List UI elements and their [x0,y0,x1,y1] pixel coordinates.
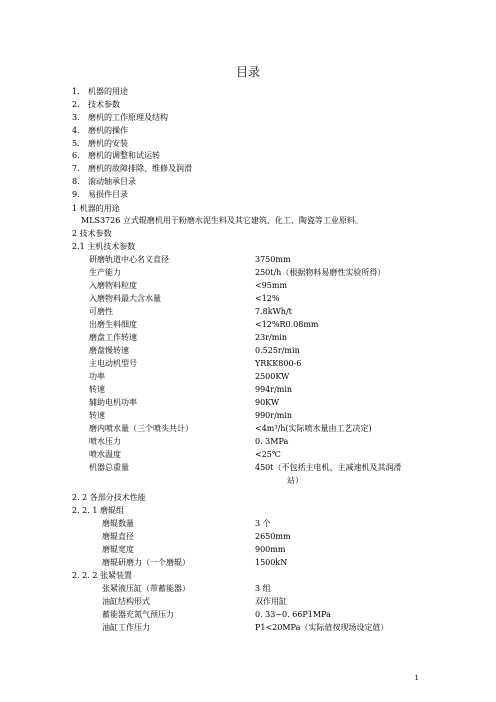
param-continuation: 站） [287,476,303,485]
param-row: 磨内喷水量（三个喷头共计） <4m³/h(实际喷水量由工艺决定) [89,424,372,433]
toc-item: 9. 易损件目录 [72,190,128,200]
param-row: 生产能力 250t/h（根据物料易磨性实验所得） [89,268,386,277]
section-1-heading: 1 机器的用途 [72,204,120,213]
param-row: 辅助电机功率 90KW [89,398,280,407]
param-row: 研磨轨道中心名义直径 3750mm [89,255,291,264]
param-row: 蓄能器充氮气预压力 0. 33~0. 66P1MPa [102,610,331,619]
toc-item: 5. 磨机的安装 [72,138,128,148]
subsection-2-1-heading: 2.1 主机技术参数 [72,242,136,251]
toc-item: 2. 技术参数 [72,99,120,109]
param-row: 入磨物料粒度 <95mm [89,281,288,290]
param-row: 油缸工作压力 P1<20MPa（实际值按现场设定值） [102,623,389,632]
toc-item: 7. 磨机的故障排除、维修及润滑 [72,164,192,174]
param-row: 功率 2500KW [89,372,290,381]
param-row: 转速 994r/min [89,385,293,394]
subsection-2-2-heading: 2. 2 各部分技术性能 [72,493,146,502]
toc-item: 6. 磨机的调整和试运转 [72,151,160,161]
section-2-heading: 2 技术参数 [72,229,112,238]
param-row: 磨盘工作转速 23r/min [89,333,287,342]
param-row: 主电动机型号 YRKK800-6 [89,359,302,368]
page-title: 目录 [235,65,260,79]
param-row: 机器总重量 450t（不包括主电机、主减速机及其润滑 [89,463,402,472]
subsection-2-2-2-heading: 2. 2. 2 张紧装置 [72,571,132,580]
param-row: 喷水温度 <25℃ [89,450,281,459]
toc-item: 3. 磨机的工作原理及结构 [72,112,168,122]
param-row: 磨辊直径 2650mm [102,532,291,541]
param-row: 磨辊宽度 900mm [102,545,286,554]
subsection-2-2-1-heading: 2. 2. 1 磨辊组 [72,506,124,515]
param-row: 磨辊研磨力（一个磨辊） 1500kN [102,558,288,567]
param-row: 磨辊数量 3 个 [102,519,271,528]
param-row: 油缸结构形式 双作用缸 [102,597,287,606]
param-row: 磨盘慢转速 0.525r/min [89,346,300,355]
section-1-body: MLS3726 立式辊磨机用于粉磨水泥生料及其它建筑、化工、陶瓷等工业原料。 [81,216,363,225]
toc-item: 4. 磨机的操作 [72,125,128,135]
param-row: 入磨物料最大含水量 <12% [89,294,280,303]
toc-item: 1. 机器的用途 [72,87,128,96]
param-row: 张紧液压缸（带蓄能器） 3 组 [102,584,271,593]
param-row: 出磨生料细度 <12%R0.08mm [89,320,319,329]
page-number: 1 [414,674,419,682]
param-row: 转速 990r/min [89,411,293,420]
table-of-contents [72,86,192,202]
toc-item: 8. 滚动轴承目录 [72,177,136,187]
param-row: 喷水压力 0. 3MPa [89,437,289,446]
param-row: 可磨性 7.8kWh/t [89,307,292,316]
